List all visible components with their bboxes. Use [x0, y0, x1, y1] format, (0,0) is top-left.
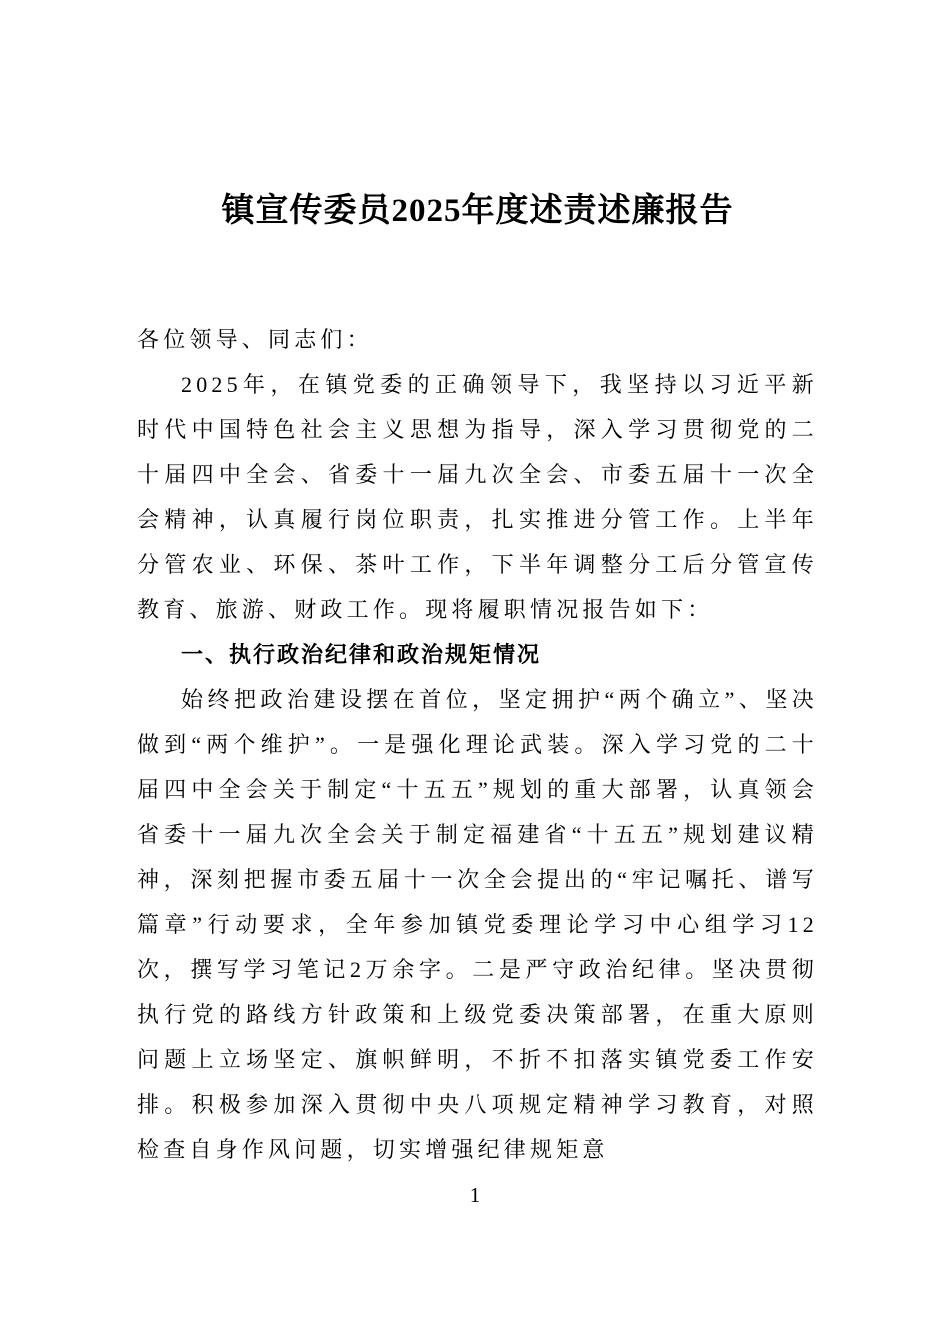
intro-paragraph: 2025年，在镇党委的正确领导下，我坚持以习近平新时代中国特色社会主义思想为指导，深入学习贯彻党的二十届四中全会、省委十一届九次全会、市委五届十一次全会精神，认真履行岗位职责，扎实推进分管工作。上半年分管农业、环保、茶叶工作，下半年调整分工后分管宣传教育、旅游、财政工作。现将履职情况报告如下：	[137, 371, 818, 622]
document-title: 镇宣传委员2025年度述责述廉报告	[221, 193, 734, 229]
document-body	[137, 317, 818, 1172]
section-heading-1: 一、执行政治纪律和政治规矩情况	[181, 641, 542, 667]
page-number: 1	[469, 1183, 481, 1207]
section-1-paragraph: 始终把政治建设摆在首位，坚定拥护“两个确立”、坚决做到“两个维护”。一是强化理论武装。深入学习党的二十届四中全会关于制定“十五五”规划的重大部署，认真领会省委十一届九次全会关于制定福建省“十五五”规划建议精神，深刻把握市委五届十一次全会提出的“牢记嘱托、谱写篇章”行动要求，全年参加镇党委理论学习中心组学习12次，撰写学习笔记2万余字。二是严守政治纪律。坚决贯彻执行党的路线方针政策和上级党委决策部署，在重大原则问题上立场坚定、旗帜鲜明，不折不扣落实镇党委工作安排。积极参加深入贯彻中央八项规定精神学习教育，对照检查自身作风问题，切实增强纪律规矩意	[137, 686, 818, 1162]
salutation-line: 各位领导、同志们：	[137, 326, 373, 352]
document-content	[137, 190, 818, 1172]
page-footer	[0, 1183, 950, 1208]
